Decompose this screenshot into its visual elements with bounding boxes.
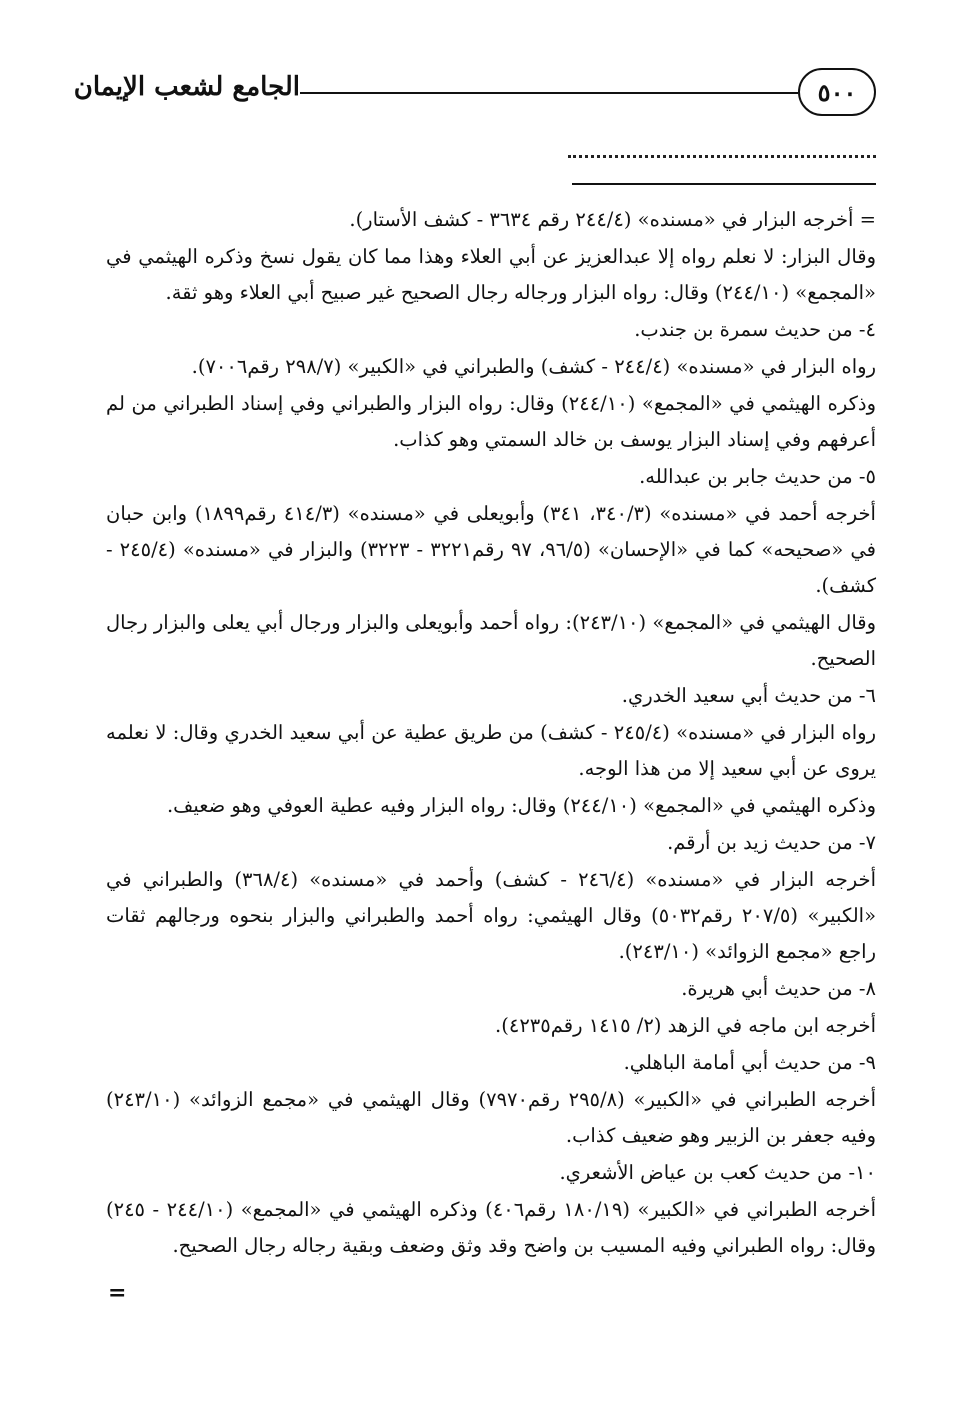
hadith-heading: ٧- من حديث زيد بن أرقم. xyxy=(667,831,876,854)
footnote-paragraph: رواه البزار في «مسنده» (٢٤٤/٤ - كشف) والطبراني في «الكبير» (٢٩٨/٧ رقم٧٠٠٦). xyxy=(191,355,876,378)
hadith-heading: ٩- من حديث أبي أمامة الباهلي. xyxy=(623,1051,876,1074)
page-header xyxy=(0,58,976,128)
footnote-paragraph: أخرجه الطبراني في «الكبير» (١٨٠/١٩ رقم٤٠٦) وذكره الهيثمي في «المجمع» (٢٤٤/١٠ - ٢٤٥) وقال: رواه الطبراني وفيه المسيب بن واضح وقد وثق وضعف وبقية رجاله رجال الصحيح. xyxy=(106,1198,876,1257)
footnote-body xyxy=(106,202,876,1265)
footnote-paragraph: وقال البزار: لا نعلم رواه إلا عبدالعزيز عن أبي العلاء وهذا مما كان يقول نسخ وذكره الهيثمي في «المجمع» (٢٤٤/١٠) وقال: رواه البزار ورجاله رجال الصحيح غير صبيح أبي العلاء وهو ثقة. xyxy=(106,245,876,304)
footnote-paragraph: أخرجه ابن ماجه في الزهد (٢/ ١٤١٥ رقم٤٢٣٥). xyxy=(495,1014,876,1037)
page-number: ٥٠٠ xyxy=(817,77,857,107)
footnote-paragraph: = أخرجه البزار في «مسنده» (٢٤٤/٤ رقم ٣٦٣٤ - كشف الأستار). xyxy=(349,208,876,231)
continuation-mark: = xyxy=(108,1280,127,1306)
hadith-heading: ٨- من حديث أبي هريرة. xyxy=(681,977,876,1000)
book-title: الجامع لشعب الإيمان xyxy=(73,72,300,102)
footnote-paragraph: وذكره الهيثمي في «المجمع» (٢٤٤/١٠) وقال: رواه البزار وفيه عطية العوفي وهو ضعيف. xyxy=(166,794,876,817)
footnote-paragraph: أخرجه البزار في «مسنده» (٢٤٦/٤ - كشف) وأحمد في «مسنده» (٣٦٨/٤) والطبراني في «الكبير» (٢٠٧/٥ رقم٥٠٣٢) وقال الهيثمي: رواه أحمد والطبراني والبزار بنحوه ورجالهم ثقات راجع «مجمع الزوائد» (٢٤٣/١٠). xyxy=(106,868,877,963)
footnote-paragraph: أخرجه أحمد في «مسنده» (٣٤٠/٣، ٣٤١) وأبويعلى في «مسنده» (٤١٤/٣ رقم١٨٩٩) وابن حبان في «صحيحه» كما في «الإحسان» (٩٦/٥، ٩٧ رقم٣٢٢١ - ٣٢٢٣) والبزار في «مسنده» (٢٤٥/٤ - كشف). xyxy=(106,502,876,597)
hadith-heading: ٤- من حديث سمرة بن جندب. xyxy=(634,318,876,341)
footnote-paragraph: وذكره الهيثمي في «المجمع» (٢٤٤/١٠) وقال: رواه البزار والطبراني وفي إسناد الطبراني من لم أعرفهم وفي إسناد البزار يوسف بن خالد السمتي وهو كذاب. xyxy=(106,392,876,451)
footnote-separator xyxy=(572,183,876,185)
header-rule xyxy=(300,92,798,94)
hadith-heading: ٦- من حديث أبي سعيد الخدري. xyxy=(621,684,876,707)
dotted-separator xyxy=(568,155,876,158)
footnote-paragraph: أخرجه الطبراني في «الكبير» (٢٩٥/٨ رقم٧٩٧٠) وقال الهيثمي في «مجمع الزوائد» (٢٤٣/١٠) وفيه جعفر بن الزبير وهو ضعيف كذاب. xyxy=(106,1088,876,1147)
hadith-heading: ٥- من حديث جابر بن عبدالله. xyxy=(639,465,876,488)
page-number-badge xyxy=(798,68,876,116)
footnote-paragraph: وقال الهيثمي في «المجمع» (٢٤٣/١٠): رواه أحمد وأبويعلى والبزار ورجال أبي يعلى والبزار رجال الصحيح. xyxy=(106,611,876,670)
footnote-paragraph: رواه البزار في «مسنده» (٢٤٥/٤ - كشف) من طريق عطية عن أبي سعيد الخدري وقال: لا نعلمه يروى عن أبي سعيد إلا من هذا الوجه. xyxy=(106,721,876,780)
hadith-heading: ١٠- من حديث كعب بن عياض الأشعري. xyxy=(559,1161,876,1184)
